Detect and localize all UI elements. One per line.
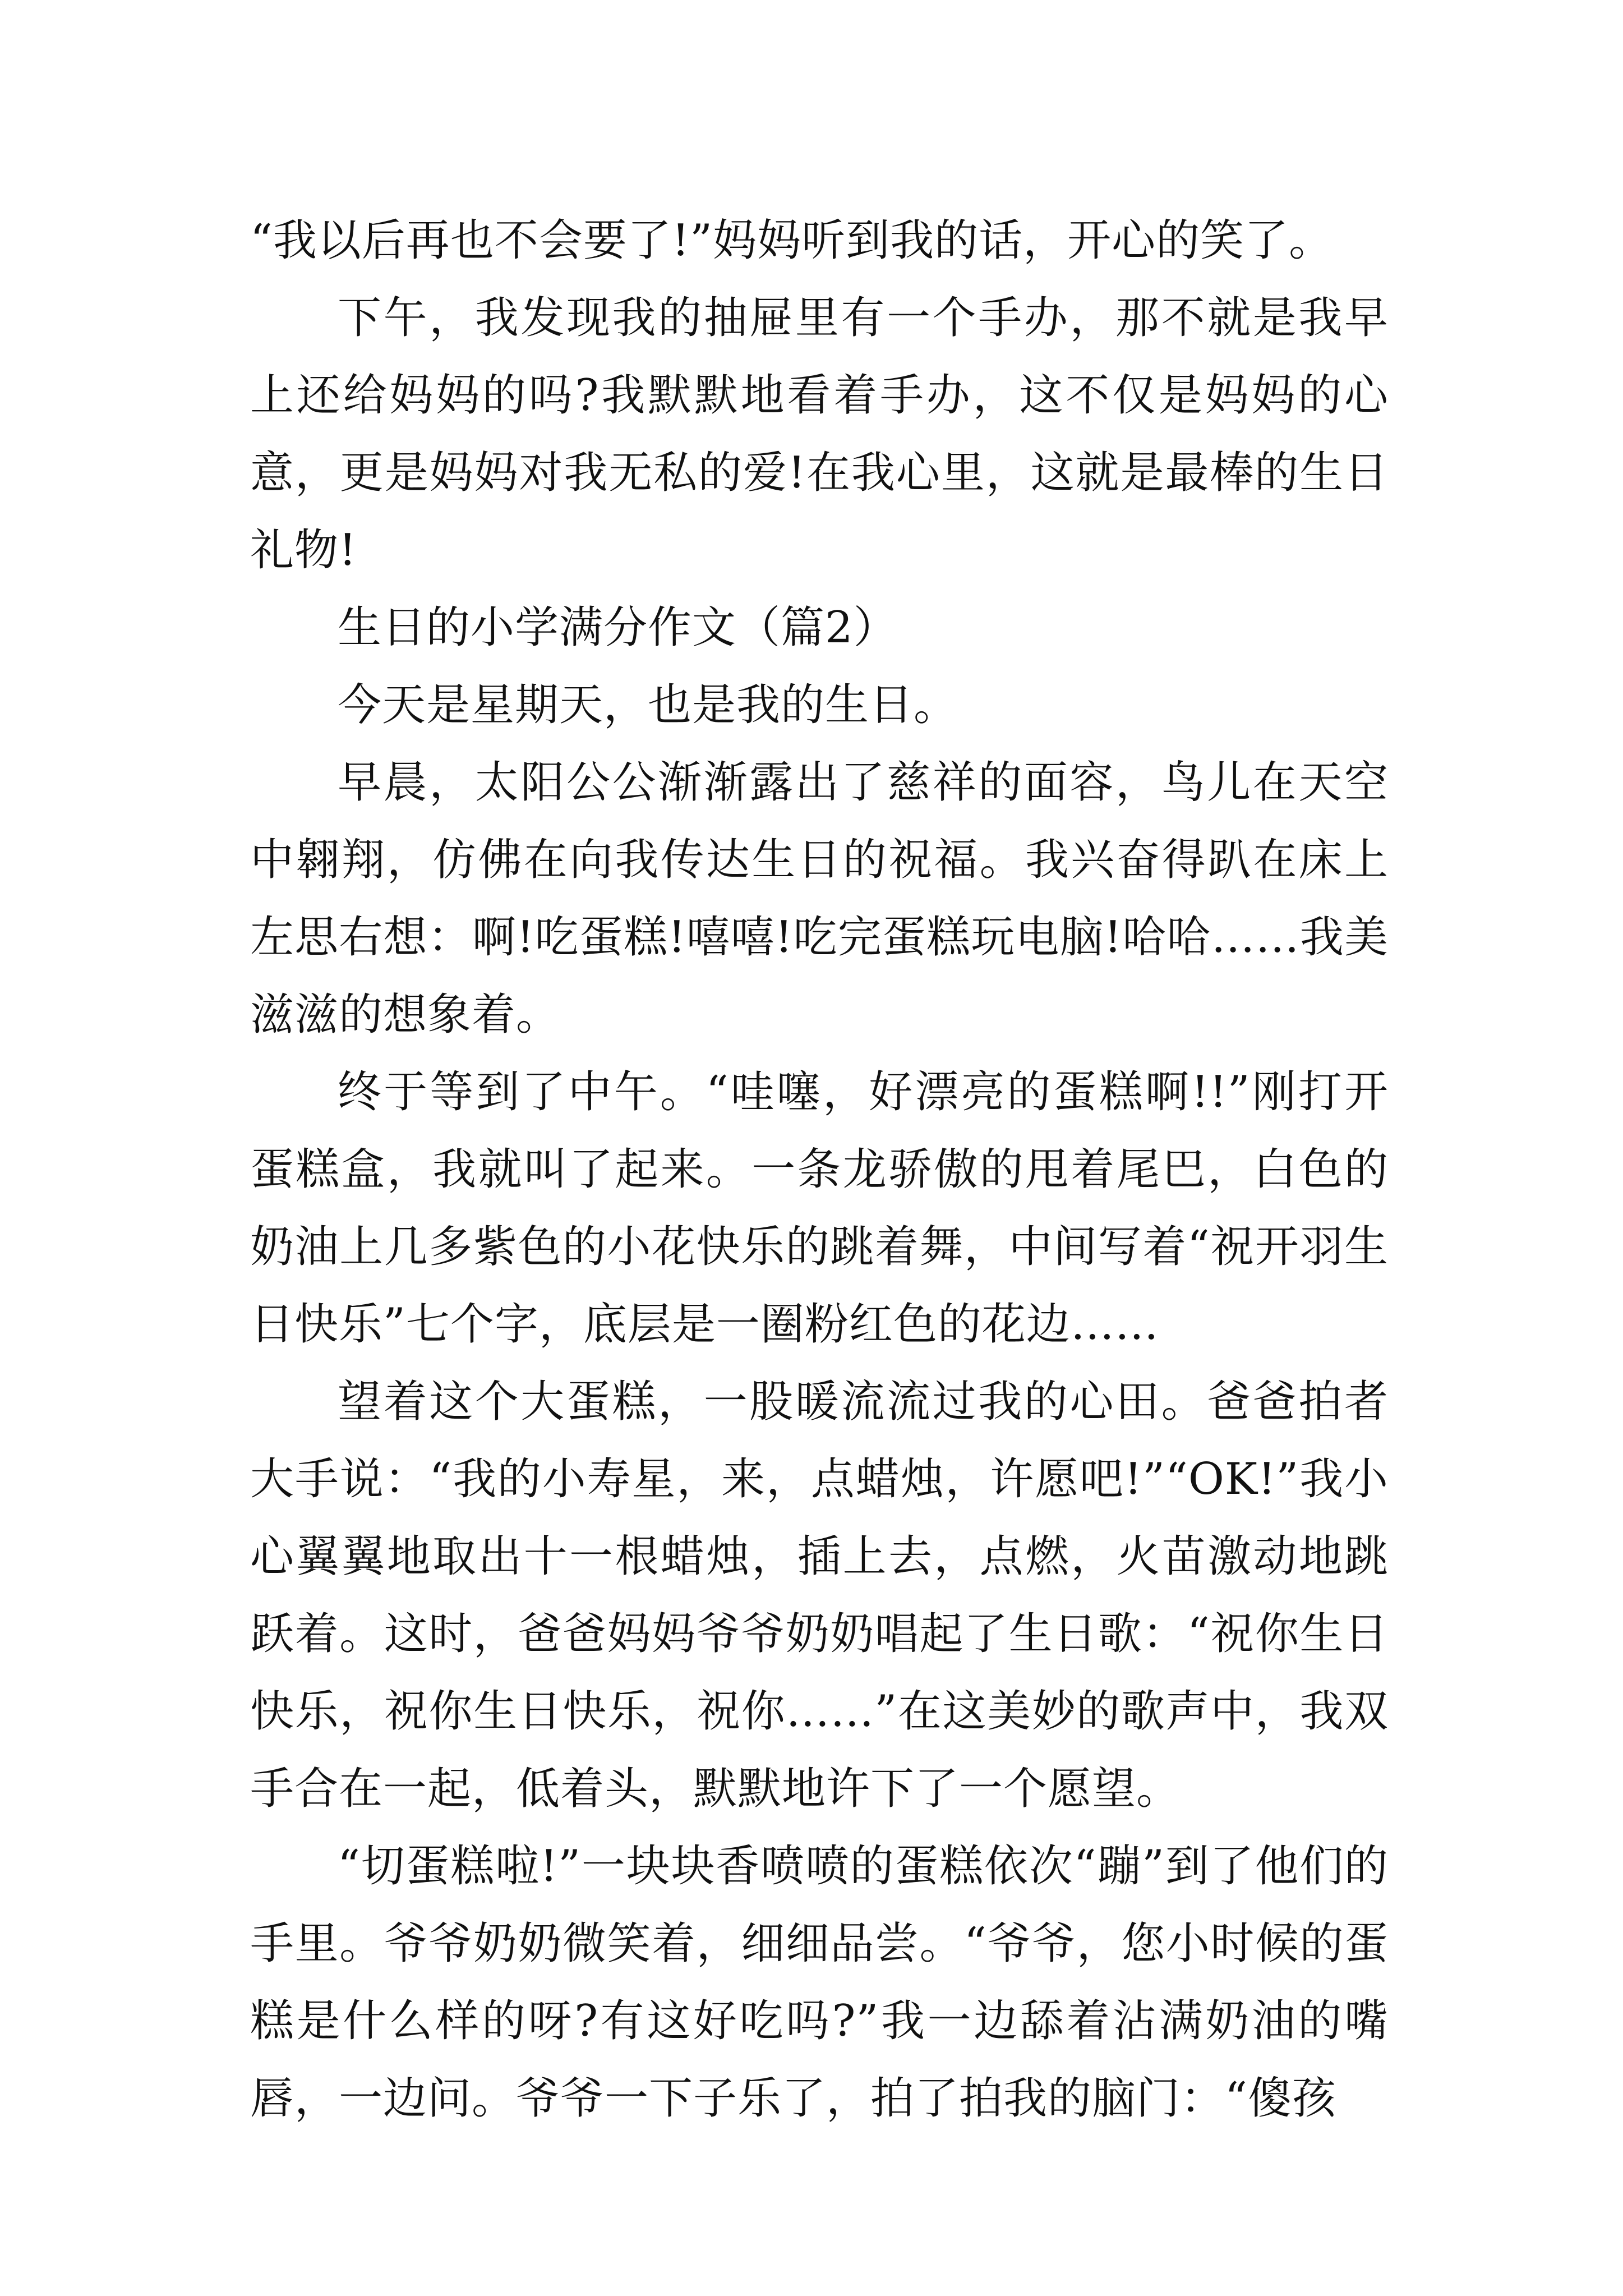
essay-body	[250, 202, 1389, 2137]
paragraph-continuation: “我以后再也不会要了!”妈妈听到我的话，开心的笑了。	[250, 215, 1334, 266]
paragraph-morning: 早晨，太阳公公渐渐露出了慈祥的面容，鸟儿在天空中翱翔，仿佛在向我传达生日的祝福。我兴奋得趴在床上左思右想：啊!吃蛋糕!嘻嘻!吃完蛋糕玩电脑!哈哈……我美滋滋的想象着。	[250, 757, 1389, 1040]
paragraph-candles: 望着这个大蛋糕，一股暖流流过我的心田。爸爸拍者大手说：“我的小寿星，来，点蜡烛，许愿吧!”“OK!”我小心翼翼地取出十一根蜡烛，插上去，点燃，火苗激动地跳跃着。这时，爸爸妈妈爷爷奶奶唱起了生日歌：“祝你生日快乐，祝你生日快乐，祝你……”在这美妙的歌声中，我双手合在一起，低着头，默默地许下了一个愿望。	[250, 1377, 1389, 1814]
essay-heading: 生日的小学满分作文（篇2）	[338, 602, 898, 653]
paragraph-afternoon: 下午，我发现我的抽屉里有一个手办，那不就是我早上还给妈妈的吗?我默默地看着手办，这不仅是妈妈的心意，更是妈妈对我无私的爱!在我心里，这就是最棒的生日礼物!	[250, 293, 1389, 576]
paragraph-intro: 今天是星期天，也是我的生日。	[338, 680, 958, 730]
paragraph-noon: 终于等到了中午。“哇噻，好漂亮的蛋糕啊!!”刚打开蛋糕盒，我就叫了起来。一条龙骄傲的甩着尾巴，白色的奶油上几多紫色的小花快乐的跳着舞，中间写着“祝开羽生日快乐”七个字，底层是一圈粉红色的花边……	[250, 1067, 1389, 1350]
paragraph-cutting-cake: “切蛋糕啦!”一块块香喷喷的蛋糕依次“蹦”到了他们的手里。爷爷奶奶微笑着，细细品尝。“爷爷，您小时候的蛋糕是什么样的呀?有这好吃吗?”我一边舔着沾满奶油的嘴唇，一边问。爷爷一下子乐了，拍了拍我的脑门：“傻孩	[250, 1841, 1389, 2124]
